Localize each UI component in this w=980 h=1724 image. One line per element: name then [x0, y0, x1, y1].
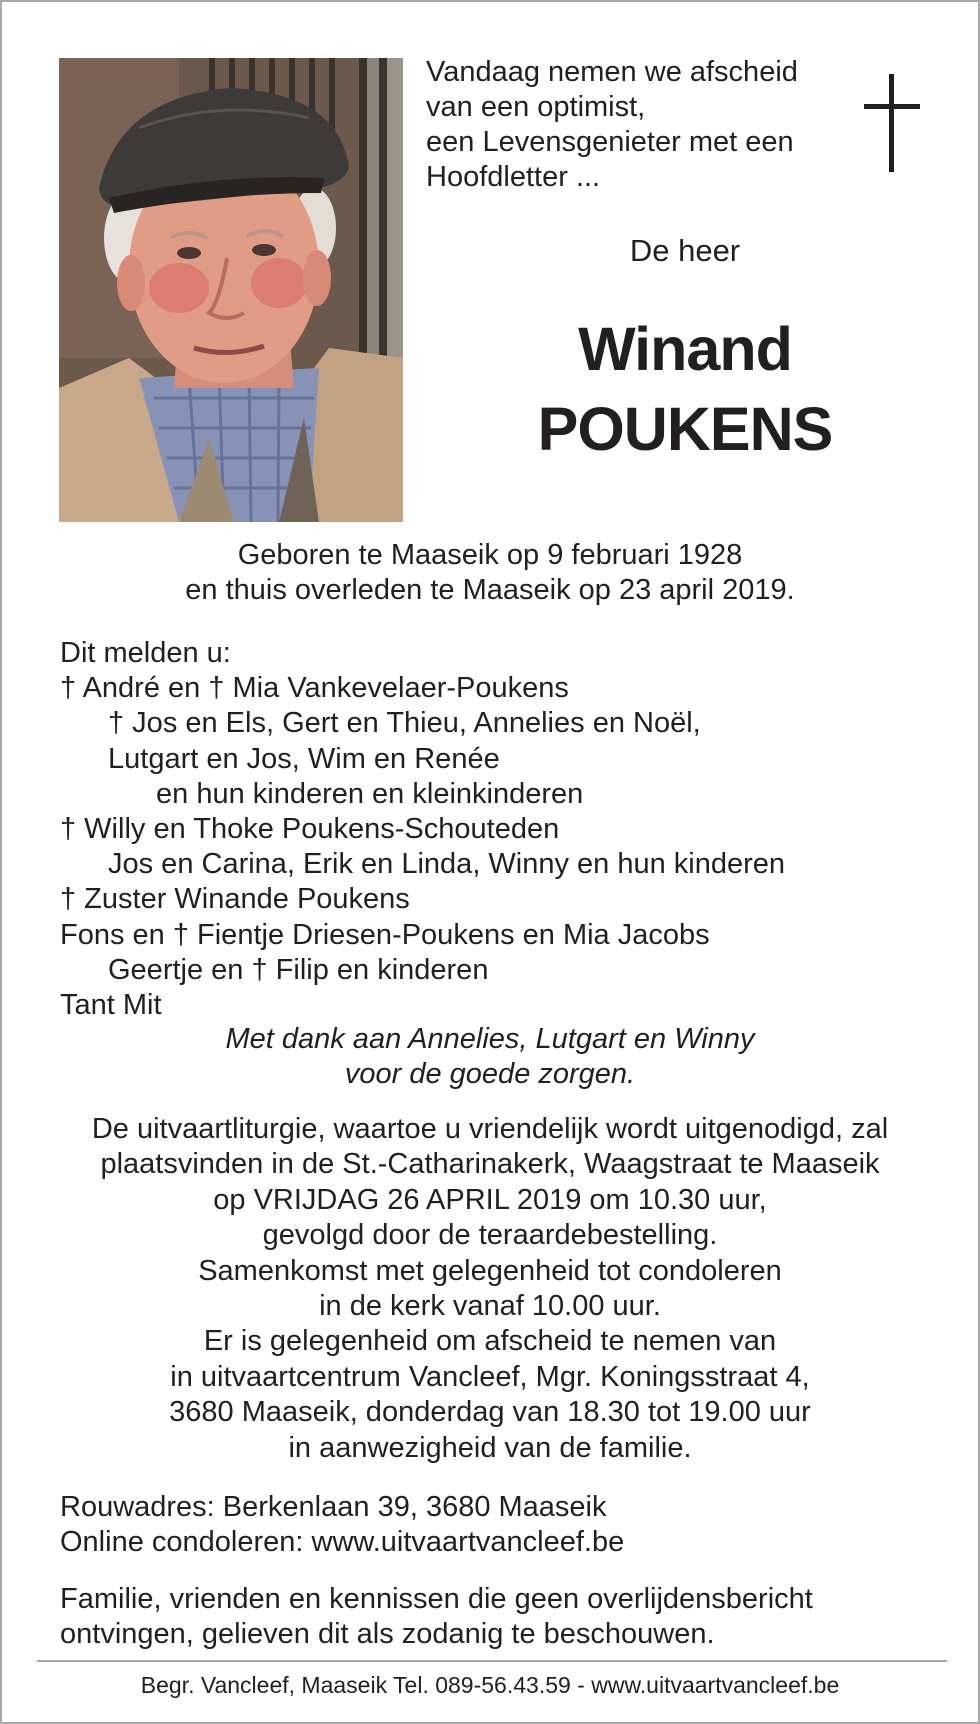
family-line: Fons en † Fientje Driesen-Poukens en Mia Jacobs — [60, 918, 710, 951]
service-line: in de kerk vanaf 10.00 uur. — [319, 1290, 661, 1323]
notice-line: ontvingen, gelieven dit als zodanig te beschouwen. — [60, 1618, 715, 1650]
portrait-illustration — [59, 58, 403, 522]
service-line: op VRIJDAG 26 APRIL 2019 om 10.30 uur, — [213, 1183, 767, 1216]
family-line: Geertje en † Filip en kinderen — [108, 953, 489, 986]
service-line: 3680 Maaseik, donderdag van 18.30 tot 19.00 uur — [169, 1396, 811, 1429]
service-line: De uitvaartliturgie, waartoe u vriendelijk wordt uitgenodigd, zal — [91, 1113, 889, 1145]
undertaker-footer: Begr. Vancleef, Maaseik Tel. 089-56.43.59 - www.uitvaartvancleef.be — [140, 1672, 840, 1698]
family-line: † Zuster Winande Poukens — [60, 883, 410, 916]
family-line: † Willy en Thoke Poukens-Schouteden — [60, 813, 560, 846]
family-line: en hun kinderen en kleinkinderen — [156, 777, 584, 810]
service-line: in aanwezigheid van de familie. — [288, 1431, 692, 1464]
family-line: † Jos en Els, Gert en Thieu, Annelies en Noël, — [108, 707, 701, 740]
funeral-service-info — [2, 1112, 978, 1466]
service-line: plaatsvinden in de St.-Catharinakerk, Waagstraat te Maaseik — [100, 1148, 880, 1181]
honorific: De heer — [629, 233, 741, 268]
thanks-note — [2, 1022, 978, 1092]
service-line: Samenkomst met gelegenheid tot condoleren — [198, 1254, 782, 1287]
intro-line: Vandaag nemen we afscheid — [426, 56, 798, 88]
last-name: POUKENS — [537, 395, 833, 463]
divider — [37, 1660, 947, 1662]
portrait-photo — [59, 58, 403, 522]
mourning-address: Rouwadres: Berkenlaan 39, 3680 Maaseik — [60, 1491, 607, 1523]
family-list — [60, 636, 940, 1023]
contact-info — [60, 1490, 940, 1560]
family-line: Lutgart en Jos, Wim en Renée — [108, 742, 500, 775]
family-line: † André en † Mia Vankevelaer-Poukens — [60, 672, 569, 705]
first-name: Winand — [578, 315, 792, 383]
intro-line: een Levensgenieter met een — [426, 126, 794, 158]
death-line: en thuis overleden te Maaseik op 23 april 2019. — [185, 574, 795, 606]
notice-text — [60, 1582, 940, 1652]
family-line: Tant Mit — [60, 989, 162, 1022]
birth-line: Geboren te Maaseik op 9 februari 1928 — [237, 539, 743, 571]
service-line: Er is gelegenheid om afscheid te nemen van — [203, 1325, 777, 1358]
family-line: Jos en Carina, Erik en Linda, Winny en hun kinderen — [108, 848, 786, 881]
intro-verse — [426, 55, 846, 195]
online-condolence[interactable]: Online condoleren: www.uitvaartvancleef.be — [60, 1526, 625, 1558]
intro-line: Hoofdletter ... — [426, 161, 601, 193]
service-line: gevolgd door de teraardebestelling. — [262, 1219, 718, 1252]
thanks-line: Met dank aan Annelies, Lutgart en Winny — [225, 1023, 755, 1055]
family-heading: Dit melden u: — [60, 637, 231, 669]
thanks-line: voor de goede zorgen. — [344, 1058, 636, 1090]
notice-line: Familie, vrienden en kennissen die geen overlijdensbericht — [60, 1583, 813, 1615]
cross-icon — [864, 74, 920, 174]
deceased-name — [492, 309, 878, 469]
service-line: in uitvaartcentrum Vancleef, Mgr. Koningsstraat 4, — [170, 1360, 810, 1393]
birth-death-info — [2, 538, 978, 608]
intro-line: van een optimist, — [426, 91, 646, 123]
